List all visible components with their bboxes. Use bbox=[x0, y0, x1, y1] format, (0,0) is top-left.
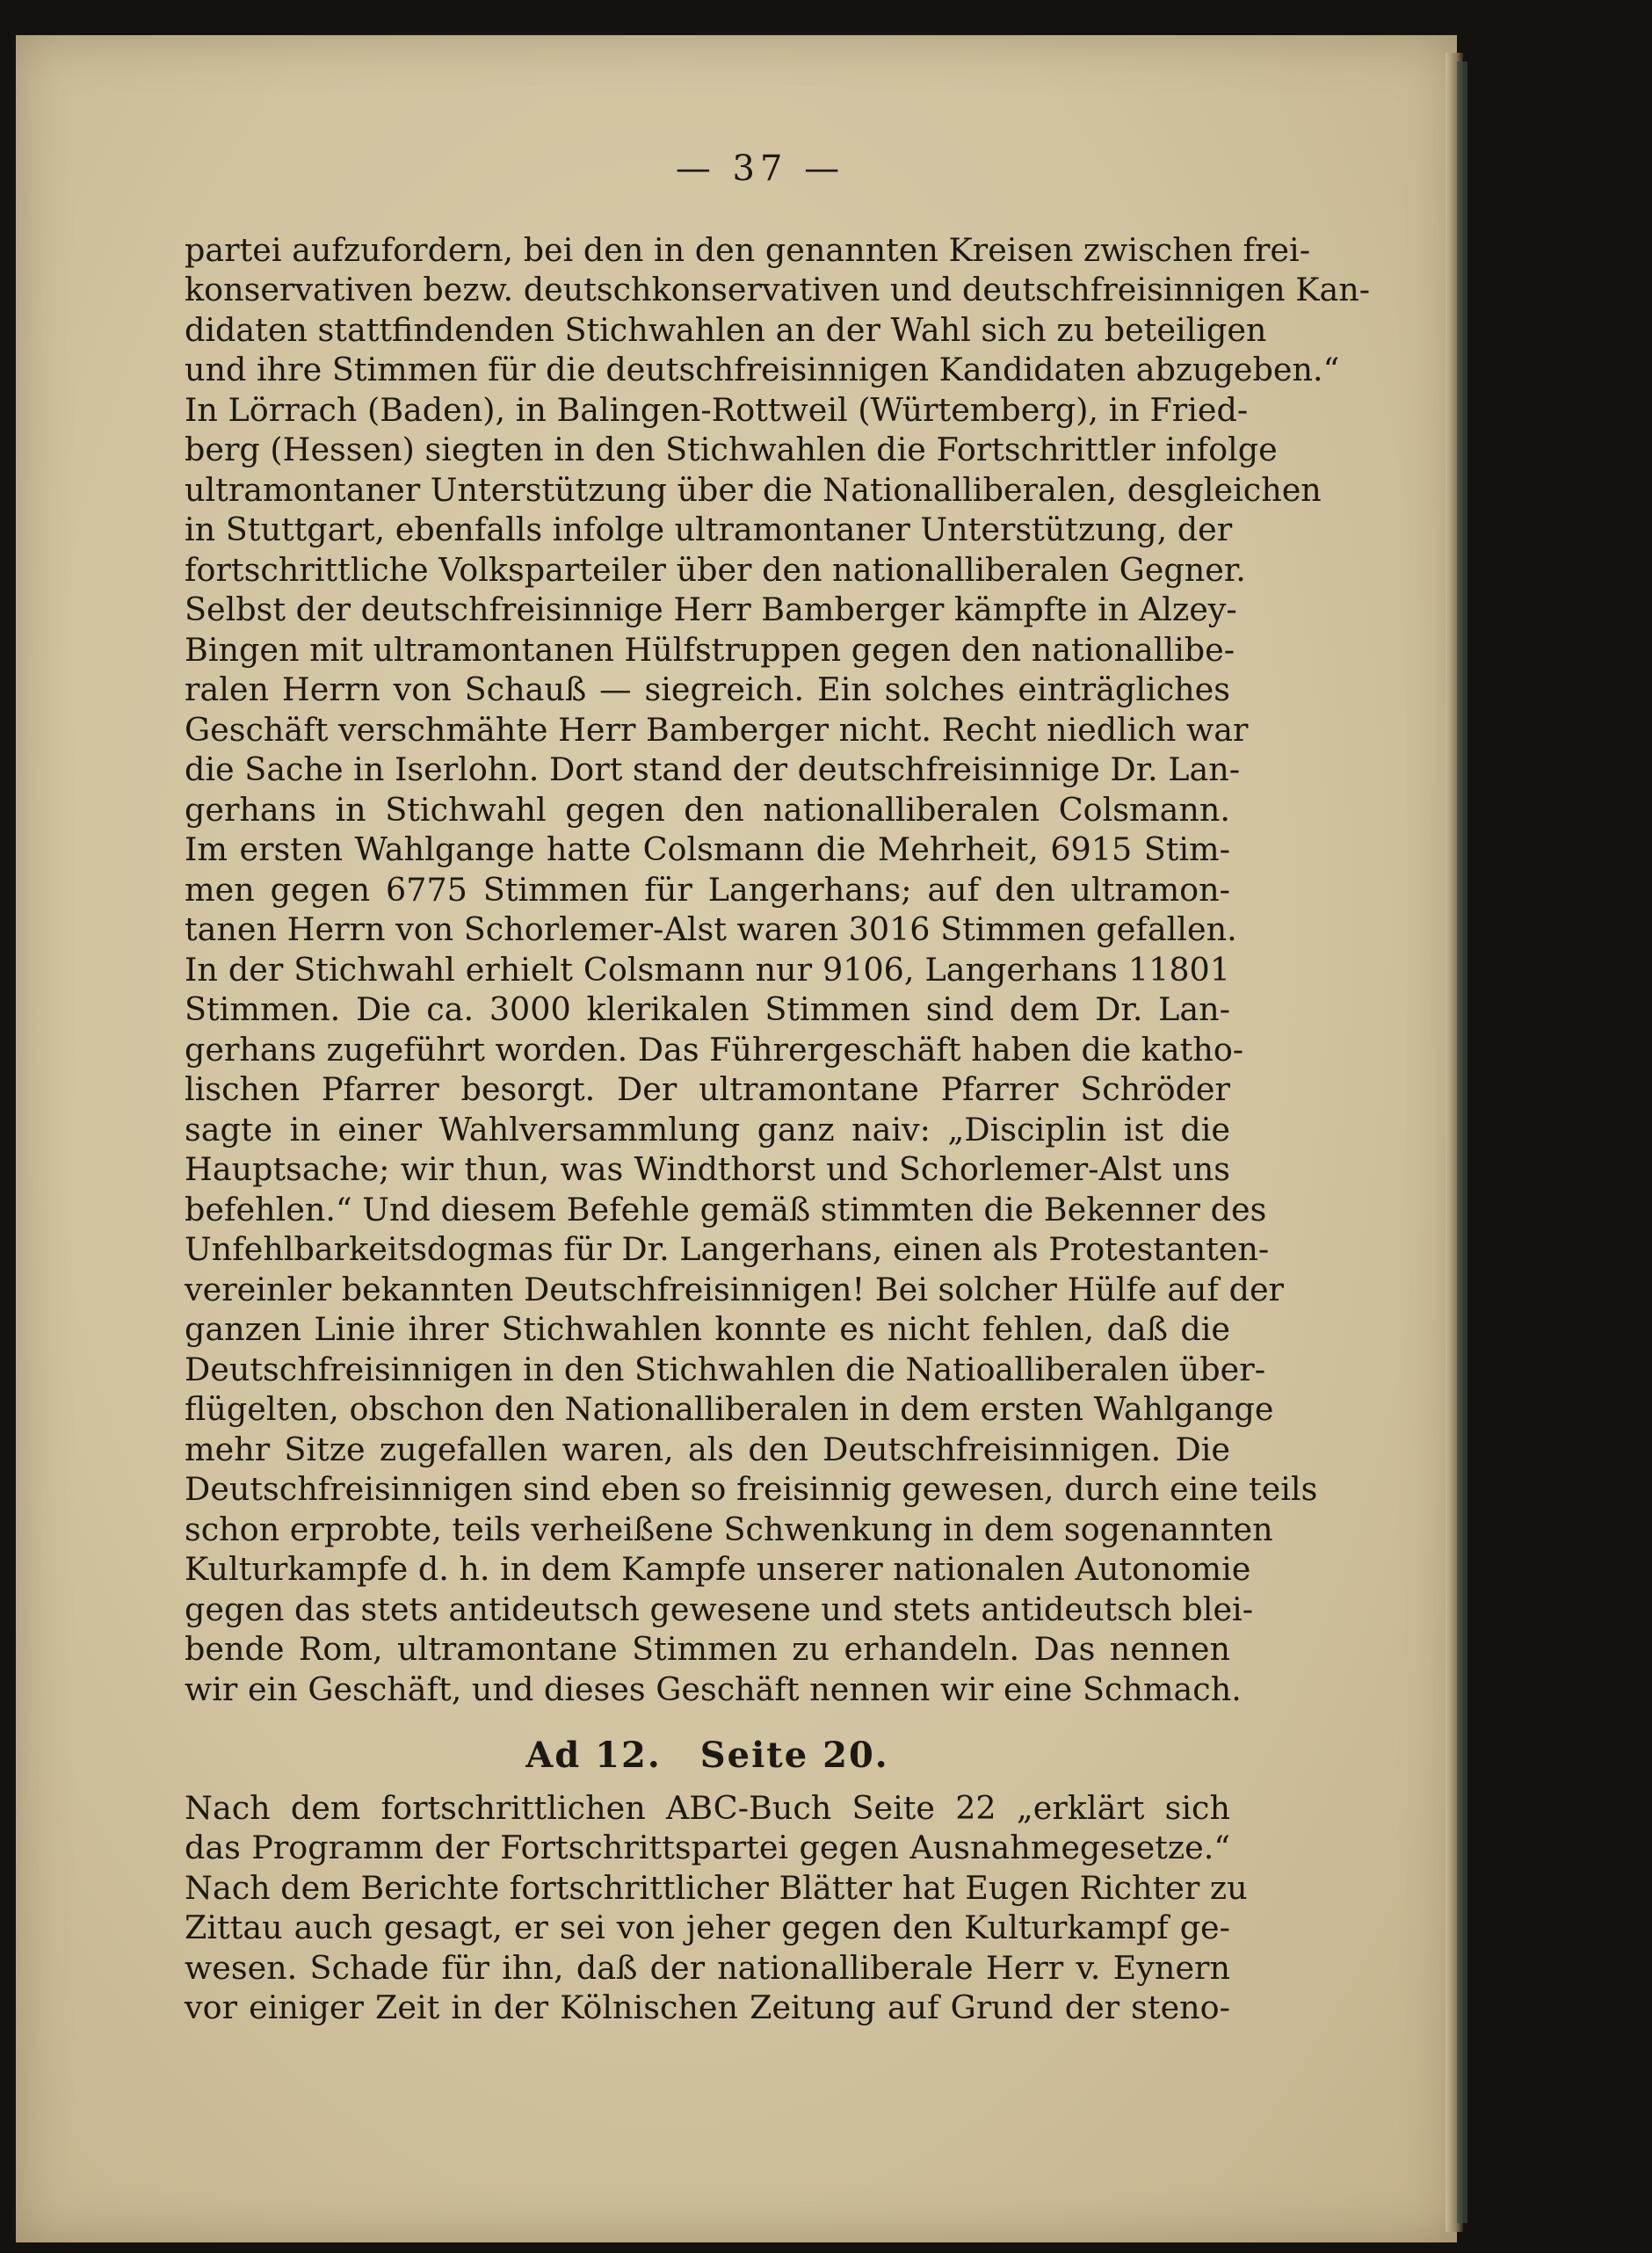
text-line: ralen Herrn von Schauß — siegreich. Ein solches einträgliches bbox=[185, 670, 1230, 708]
text-line: sagte in einer Wahlversammlung ganz naiv: „Disciplin ist die bbox=[185, 1110, 1230, 1148]
text-line: In der Stichwahl erhielt Colsmann nur 9106, Langerhans 11801 bbox=[185, 950, 1230, 989]
text-line: Deutschfreisinnigen sind eben so freisinnig gewesen, durch eine teils bbox=[185, 1470, 1318, 1508]
text-line: partei aufzufordern, bei den in den genannten Kreisen zwischen frei- bbox=[185, 230, 1311, 269]
text-line: die Sache in Iserlohn. Dort stand der deutschfreisinnige Dr. Lan- bbox=[185, 750, 1241, 788]
text-line: wir ein Geschäft, und dieses Geschäft nennen wir eine Schmach. bbox=[185, 1670, 1242, 1708]
page-number: — 37 — bbox=[675, 149, 845, 189]
text-line: Stimmen. Die ca. 3000 klerikalen Stimmen sind dem Dr. Lan- bbox=[185, 990, 1230, 1028]
text-line: Nach dem fortschrittlichen ABC-Buch Seite 22 „erklärt sich bbox=[185, 1788, 1230, 1827]
text-line: Nach dem Berichte fortschrittlicher Blätter hat Eugen Richter zu bbox=[185, 1868, 1248, 1907]
text-line: gerhans in Stichwahl gegen den nationalliberalen Colsmann. bbox=[185, 790, 1230, 829]
text-line: das Programm der Fortschrittspartei gegen Ausnahmegesetze.“ bbox=[185, 1829, 1230, 1866]
text-line: berg (Hessen) siegten in den Stichwahlen die Fortschrittler infolge bbox=[185, 431, 1278, 468]
text-line: fortschrittliche Volksparteiler über den nationalliberalen Gegner. bbox=[185, 550, 1246, 589]
text-line: Unfehlbarkeitsdogmas für Dr. Langerhans, einen als Protestanten- bbox=[185, 1230, 1270, 1268]
heading-page-ref: Seite 20. bbox=[699, 1735, 889, 1776]
text-line: men gegen 6775 Stimmen für Langerhans; auf den ultramon- bbox=[185, 870, 1230, 909]
text-line: Geschäft verschmähte Herr Bamberger nicht. Recht niedlich war bbox=[185, 710, 1249, 749]
page-content bbox=[185, 149, 1371, 2028]
text-line: flügelten, obschon den Nationalliberalen in dem ersten Wahlgange bbox=[185, 1390, 1274, 1428]
text-line: vor einiger Zeit in der Kölnischen Zeitung auf Grund der steno- bbox=[185, 1989, 1230, 2026]
text-line: lischen Pfarrer besorgt. Der ultramontane Pfarrer Schröder bbox=[185, 1070, 1230, 1108]
text-line: gegen das stets antideutsch gewesene und stets antideutsch blei- bbox=[185, 1590, 1254, 1628]
text-line: ganzen Linie ihrer Stichwahlen konnte es nicht fehlen, daß die bbox=[185, 1310, 1230, 1348]
text-line: konservativen bezw. deutschkonservativen und deutschfreisinnigen Kan- bbox=[185, 271, 1371, 308]
text-line: gerhans zugeführt worden. Das Führergeschäft haben die katho- bbox=[185, 1030, 1244, 1069]
text-line: schon erprobte, teils verheißene Schwenkung in dem sogenannten bbox=[185, 1510, 1273, 1548]
text-line: Selbst der deutschfreisinnige Herr Bamberger kämpfte in Alzey- bbox=[185, 590, 1237, 628]
text-line: Deutschfreisinnigen in den Stichwahlen die Natioalliberalen über- bbox=[185, 1350, 1266, 1388]
text-line: In Lörrach (Baden), in Balingen-Rottweil (Würtemberg), in Fried- bbox=[185, 390, 1249, 429]
text-line: Hauptsache; wir thun, was Windthorst und Schorlemer-Alst uns bbox=[185, 1150, 1230, 1188]
text-line: vereinler bekannten Deutschfreisinnigen! Bei solcher Hülfe auf der bbox=[185, 1270, 1284, 1308]
text-line: tanen Herrn von Schorlemer-Alst waren 3016 Stimmen gefallen. bbox=[185, 910, 1237, 948]
text-line: und ihre Stimmen für die deutschfreisinnigen Kandidaten abzugeben.“ bbox=[185, 351, 1340, 388]
text-line: befehlen.“ Und diesem Befehle gemäß stimmten die Bekenner des bbox=[185, 1190, 1267, 1228]
text-line: in Stuttgart, ebenfalls infolge ultramontaner Unterstützung, der bbox=[185, 511, 1233, 548]
text-line: Im ersten Wahlgange hatte Colsmann die Mehrheit, 6915 Stim- bbox=[185, 830, 1230, 868]
text-line: wesen. Schade für ihn, daß der nationalliberale Herr v. Eynern bbox=[185, 1948, 1230, 1987]
text-line: didaten stattfindenden Stichwahlen an der Wahl sich zu beteiligen bbox=[185, 310, 1267, 349]
heading-ad-number: Ad 12. bbox=[525, 1735, 662, 1776]
paragraph-1 bbox=[185, 230, 1371, 1710]
text-line: Zittau auch gesagt, er sei von jeher gegen den Kulturkampf ge- bbox=[185, 1909, 1230, 1946]
text-line: ultramontaner Unterstützung über die Nationalliberalen, desgleichen bbox=[185, 470, 1322, 509]
text-line: bende Rom, ultramontane Stimmen zu erhandeln. Das nennen bbox=[185, 1630, 1230, 1668]
text-line: mehr Sitze zugefallen waren, als den Deutschfreisinnigen. Die bbox=[185, 1430, 1230, 1468]
text-line: Kulturkampfe d. h. in dem Kampfe unserer nationalen Autonomie bbox=[185, 1550, 1251, 1588]
text-line: Bingen mit ultramontanen Hülfstruppen gegen den nationallibe- bbox=[185, 630, 1235, 669]
section-heading bbox=[185, 1735, 1230, 1776]
book-spine bbox=[1457, 62, 1467, 2223]
paragraph-2 bbox=[185, 1788, 1248, 2028]
